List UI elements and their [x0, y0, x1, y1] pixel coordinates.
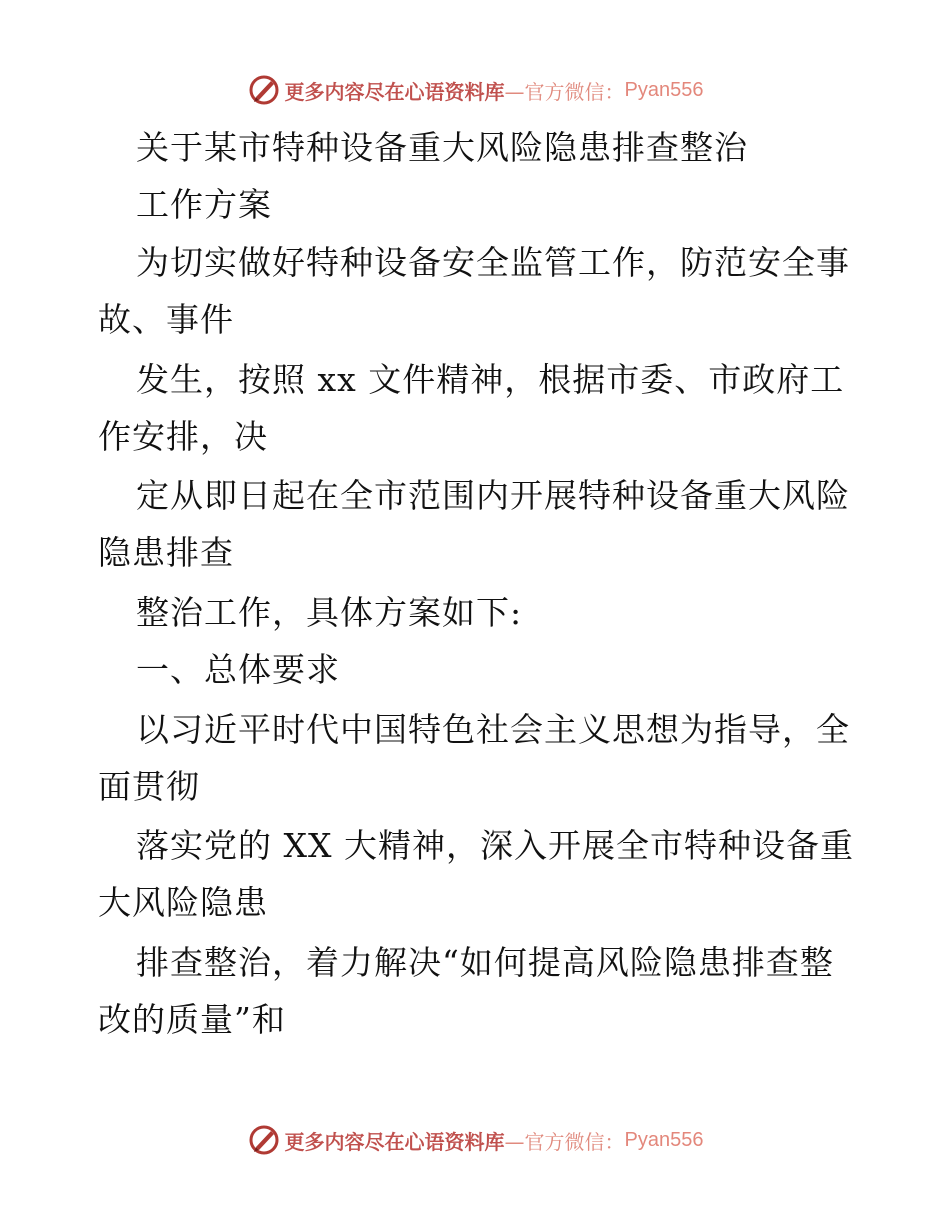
- document-title-line-2: 工作方案: [136, 185, 272, 224]
- paragraph-line: 隐患排查: [98, 533, 234, 572]
- paragraph-line: 定从即日起在全市范围内开展特种设备重大风险: [136, 476, 850, 515]
- watermark-sub-text: —官方微信：: [504, 1129, 625, 1154]
- paragraph-line: 大风险隐患: [98, 883, 268, 922]
- watermark-wechat-id: Pyan556: [624, 1128, 704, 1151]
- section-heading: 一、总体要求: [136, 650, 340, 689]
- paragraph-line: 面贯彻: [98, 767, 200, 806]
- paragraph-line: 以习近平时代中国特色社会主义思想为指导，全: [136, 710, 850, 749]
- header-watermark-banner: [0, 70, 950, 110]
- paragraph-line: 作安排，决: [98, 417, 268, 456]
- watermark-main-text: 更多内容尽在心语资料库: [284, 1129, 505, 1154]
- paragraph-line: 故、事件: [98, 300, 234, 339]
- paragraph-line: 发生，按照 xx 文件精神，根据市委、市政府工: [136, 360, 845, 399]
- footer-watermark-banner: [0, 1120, 950, 1160]
- watermark-sub-text: —官方微信：: [504, 79, 625, 104]
- paragraph-line: 为切实做好特种设备安全监管工作，防范安全事: [136, 243, 850, 282]
- quill-pen-logo-icon: [247, 1123, 281, 1157]
- paragraph-line: 落实党的 XX 大精神，深入开展全市特种设备重: [136, 826, 854, 865]
- paragraph-line: 改的质量”和: [98, 1000, 286, 1039]
- paragraph-line: 排查整治，着力解决“如何提高风险隐患排查整: [136, 943, 834, 982]
- paragraph-line: 整治工作，具体方案如下:: [136, 593, 523, 632]
- watermark-wechat-id: Pyan556: [624, 78, 704, 101]
- watermark-main-text: 更多内容尽在心语资料库: [284, 79, 505, 104]
- document-title-line-1: 关于某市特种设备重大风险隐患排查整治: [136, 128, 748, 167]
- quill-pen-logo-icon: [247, 73, 281, 107]
